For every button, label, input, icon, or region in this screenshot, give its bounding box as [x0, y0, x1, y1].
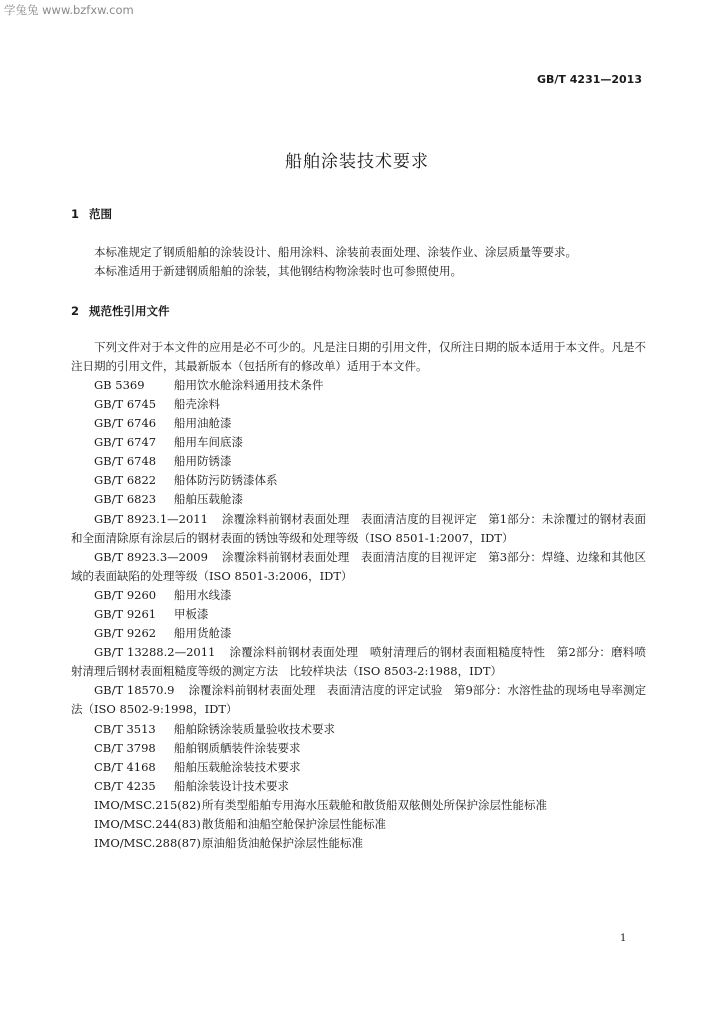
reference-item	[94, 739, 301, 758]
standard-code: GB/T 4231—2013	[537, 73, 642, 86]
reference-code: GB 5369	[94, 378, 145, 392]
page-title: 船舶涂装技术要求	[285, 152, 429, 172]
reference-title: 散货船和油船空舱保护涂层性能标准	[202, 817, 386, 831]
section-heading-normative-references	[71, 303, 170, 319]
section-number: 1	[71, 207, 80, 221]
reference-item	[71, 548, 646, 586]
reference-item	[94, 433, 243, 452]
reference-title: 涂覆涂料前钢材表面处理 表面清洁度的目视评定 第1部分：未涂覆过的钢材表面和全面清除原有涂层后的钢材表面的锈蚀等级和处理等级（ISO 8501-1:2007，IDT）	[71, 512, 647, 545]
reference-code: GB/T 6747	[94, 435, 157, 449]
paragraph: 本标准规定了钢质船舶的涂装设计、船用涂料、涂装前表面处理、涂装作业、涂层质量等要求。	[94, 245, 577, 259]
section-title: 规范性引用文件	[89, 304, 170, 318]
reference-code: GB/T 9261	[94, 607, 157, 621]
reference-item	[94, 834, 363, 853]
paragraph: 本标准适用于新建钢质船舶的涂装，其他钢结构物涂装时也可参照使用。	[94, 264, 462, 278]
reference-item	[94, 605, 209, 624]
section-title: 范围	[89, 207, 112, 221]
reference-item	[94, 395, 220, 414]
reference-item	[94, 376, 324, 395]
reference-code: GB/T 18570.9	[94, 683, 175, 697]
reference-code: IMO/MSC.288(87)	[94, 836, 201, 850]
reference-title: 原油船货油舱保护涂层性能标准	[202, 836, 363, 850]
reference-title: 船用车间底漆	[174, 435, 243, 449]
reference-item	[94, 720, 335, 739]
reference-title: 涂覆涂料前钢材表面处理 表面清洁度的目视评定 第3部分：焊缝、边缘和其他区域的表面缺陷的处理等级（ISO 8501-3:2006，IDT）	[71, 550, 647, 583]
reference-code: GB/T 9260	[94, 588, 157, 602]
reference-title: 涂覆涂料前钢材表面处理 表面清洁度的评定试验 第9部分：水溶性盐的现场电导率测定法（ISO 8502-9:1998，IDT）	[71, 683, 646, 716]
reference-code: CB/T 4168	[94, 760, 156, 774]
reference-code: CB/T 3513	[94, 722, 156, 736]
reference-title: 船体防污防锈漆体系	[174, 473, 278, 487]
reference-code: GB/T 13288.2—2011	[94, 645, 216, 659]
reference-item	[71, 510, 646, 548]
reference-code: IMO/MSC.215(82)	[94, 798, 201, 812]
reference-item	[94, 471, 278, 490]
reference-code: GB/T 6822	[94, 473, 157, 487]
reference-title: 船舶压载舱涂装技术要求	[174, 760, 301, 774]
section-number: 2	[71, 304, 80, 318]
reference-code: GB/T 6746	[94, 416, 157, 430]
reference-code: CB/T 3798	[94, 741, 156, 755]
reference-code: CB/T 4235	[94, 779, 156, 793]
reference-title: 船舶涂装设计技术要求	[174, 779, 289, 793]
reference-title: 船用饮水舱涂料通用技术条件	[174, 378, 324, 392]
reference-item	[94, 490, 243, 509]
reference-title: 甲板漆	[174, 607, 209, 621]
reference-code: GB/T 6748	[94, 454, 157, 468]
reference-item	[71, 681, 646, 719]
reference-item	[94, 586, 232, 605]
watermark: 学兔兔 www.bzfxw.com	[4, 3, 134, 17]
reference-code: GB/T 9262	[94, 626, 157, 640]
reference-title: 所有类型船舶专用海水压载舱和散货船双舷侧处所保护涂层性能标准	[202, 798, 547, 812]
reference-title: 船用油舱漆	[174, 416, 232, 430]
reference-title: 船舶压载舱漆	[174, 492, 243, 506]
reference-code: GB/T 8923.3—2009	[94, 550, 208, 564]
page-number: 1	[620, 933, 627, 944]
reference-title: 船舶除锈涂装质量验收技术要求	[174, 722, 335, 736]
reference-title: 船用水线漆	[174, 588, 232, 602]
reference-item	[94, 414, 232, 433]
reference-item	[94, 815, 386, 834]
reference-item	[94, 452, 232, 471]
reference-title: 船舶钢质舾装件涂装要求	[174, 741, 301, 755]
reference-code: IMO/MSC.244(83)	[94, 817, 201, 831]
reference-code: GB/T 6745	[94, 397, 157, 411]
section-heading-scope	[71, 206, 112, 222]
reference-code: GB/T 6823	[94, 492, 157, 506]
reference-item	[94, 777, 289, 796]
reference-title: 涂覆涂料前钢材表面处理 喷射清理后的钢材表面粗糙度特性 第2部分：磨料喷射清理后钢材表面粗糙度等级的测定方法 比较样块法（ISO 8503-2:1988，IDT）	[71, 645, 646, 678]
reference-code: GB/T 8923.1—2011	[94, 512, 208, 526]
reference-item	[94, 796, 547, 815]
reference-item	[94, 624, 232, 643]
reference-item	[94, 758, 301, 777]
paragraph: 下列文件对于本文件的应用是必不可少的。凡是注日期的引用文件，仅所注日期的版本适用于本文件。凡是不注日期的引用文件，其最新版本（包括所有的修改单）适用于本文件。	[71, 340, 646, 373]
reference-title: 船用防锈漆	[174, 454, 232, 468]
reference-title: 船用货舱漆	[174, 626, 232, 640]
reference-title: 船壳涂料	[174, 397, 220, 411]
reference-item	[71, 643, 646, 681]
